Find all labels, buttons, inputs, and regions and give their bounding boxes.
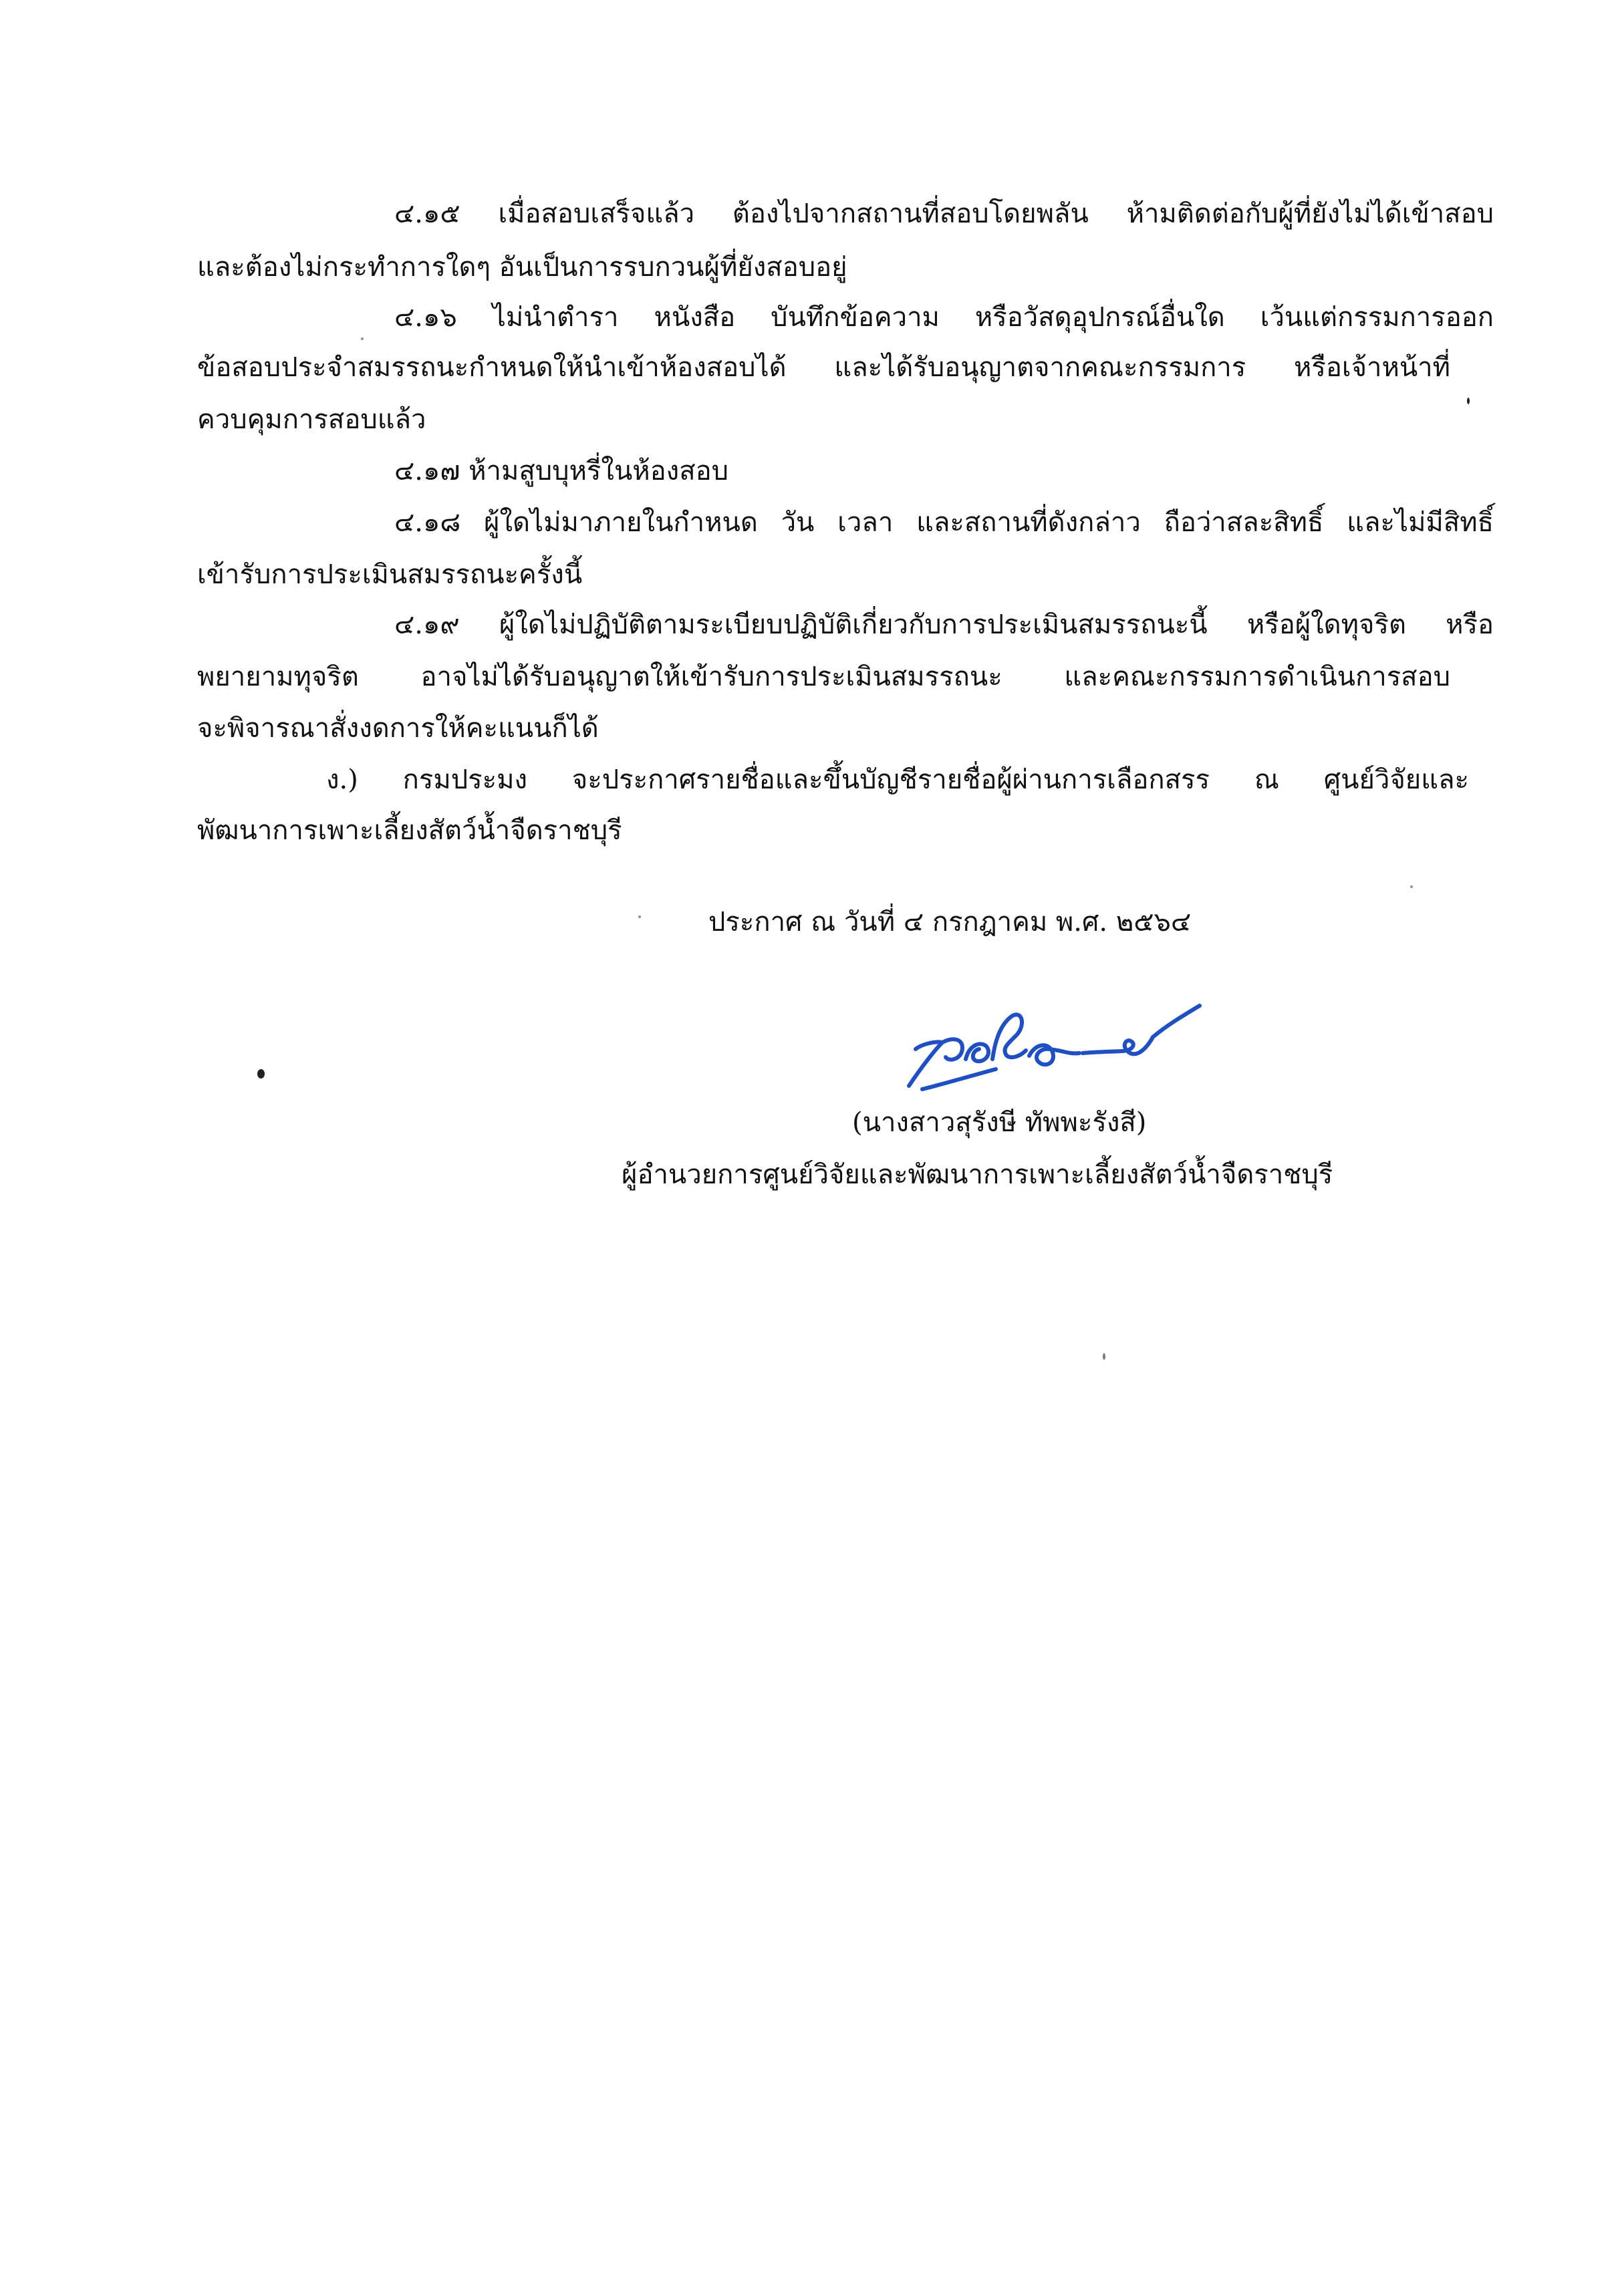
paragraph-4-18-line-1: ๔.๑๘ ผู้ใดไม่มาภายในกำหนด วัน เวลา และสถานที่ดังกล่าว ถือว่าสละสิทธิ์ และไม่มีสิทธิ์ bbox=[394, 507, 1494, 538]
paragraph-ngo-line-1: ง.) กรมประมง จะประกาศรายชื่อและขึ้นบัญชีรายชื่อผู้ผ่านการเลือกสรร ณ ศูนย์วิจัยและ bbox=[326, 764, 1469, 795]
paragraph-4-19-line-1: ๔.๑๙ ผู้ใดไม่ปฏิบัติตามระเบียบปฏิบัติเกี่ยวกับการประเมินสมรรถนะนี้ หรือผู้ใดทุจริต หรือ bbox=[394, 609, 1494, 640]
announcement-date: ประกาศ ณ วันที่ ๔ กรกฎาคม พ.ศ. ๒๕๖๔ bbox=[708, 907, 1192, 938]
signature-strokes bbox=[909, 1006, 1200, 1089]
paragraph-4-17-line-1: ๔.๑๗ ห้ามสูบบุหรี่ในห้องสอบ bbox=[394, 456, 729, 486]
handwritten-signature bbox=[896, 996, 1216, 1103]
paragraph-4-18-line-2: เข้ารับการประเมินสมรรถนะครั้งนี้ bbox=[197, 559, 583, 590]
scan-speck bbox=[638, 915, 641, 918]
scan-speck bbox=[1103, 1353, 1105, 1360]
paragraph-4-16-line-3: ควบคุมการสอบแล้ว bbox=[197, 404, 426, 435]
paragraph-4-15-line-2: และต้องไม่กระทำการใดๆ อันเป็นการรบกวนผู้ที่ยังสอบอยู่ bbox=[197, 252, 847, 283]
scan-speck bbox=[1467, 398, 1470, 404]
paragraph-4-15-line-1: ๔.๑๕ เมื่อสอบเสร็จแล้ว ต้องไปจากสถานที่สอบโดยพลัน ห้ามติดต่อกับผู้ที่ยังไม่ได้เข้าสอบ bbox=[394, 198, 1494, 229]
signatory-name: (นางสาวสุรังษี ทัพพะรังสี) bbox=[852, 1107, 1147, 1138]
paragraph-ngo-line-2: พัฒนาการเพาะเลี้ยงสัตว์น้ำจืดราชบุรี bbox=[197, 815, 622, 846]
paragraph-4-16-line-2: ข้อสอบประจำสมรรถนะกำหนดให้นำเข้าห้องสอบได้ และได้รับอนุญาตจากคณะกรรมการ หรือเจ้าหน้าที่ bbox=[197, 352, 1450, 383]
scan-speck bbox=[361, 337, 364, 340]
paragraph-4-19-line-3: จะพิจารณาสั่งงดการให้คะแนนก็ได้ bbox=[197, 713, 599, 744]
scan-speck bbox=[257, 1069, 265, 1079]
paragraph-4-19-line-2: พยายามทุจริต อาจไม่ได้รับอนุญาตให้เข้ารับการประเมินสมรรถนะ และคณะกรรมการดำเนินการสอบ bbox=[197, 662, 1450, 692]
signatory-position: ผู้อำนวยการศูนย์วิจัยและพัฒนาการเพาะเลี้ยงสัตว์น้ำจืดราชบุรี bbox=[622, 1159, 1333, 1190]
scan-speck bbox=[1410, 885, 1413, 888]
paragraph-4-16-line-1: ๔.๑๖ ไม่นำตำรา หนังสือ บันทึกข้อความ หรือวัสดุอุปกรณ์อื่นใด เว้นแต่กรรมการออก bbox=[394, 302, 1494, 333]
